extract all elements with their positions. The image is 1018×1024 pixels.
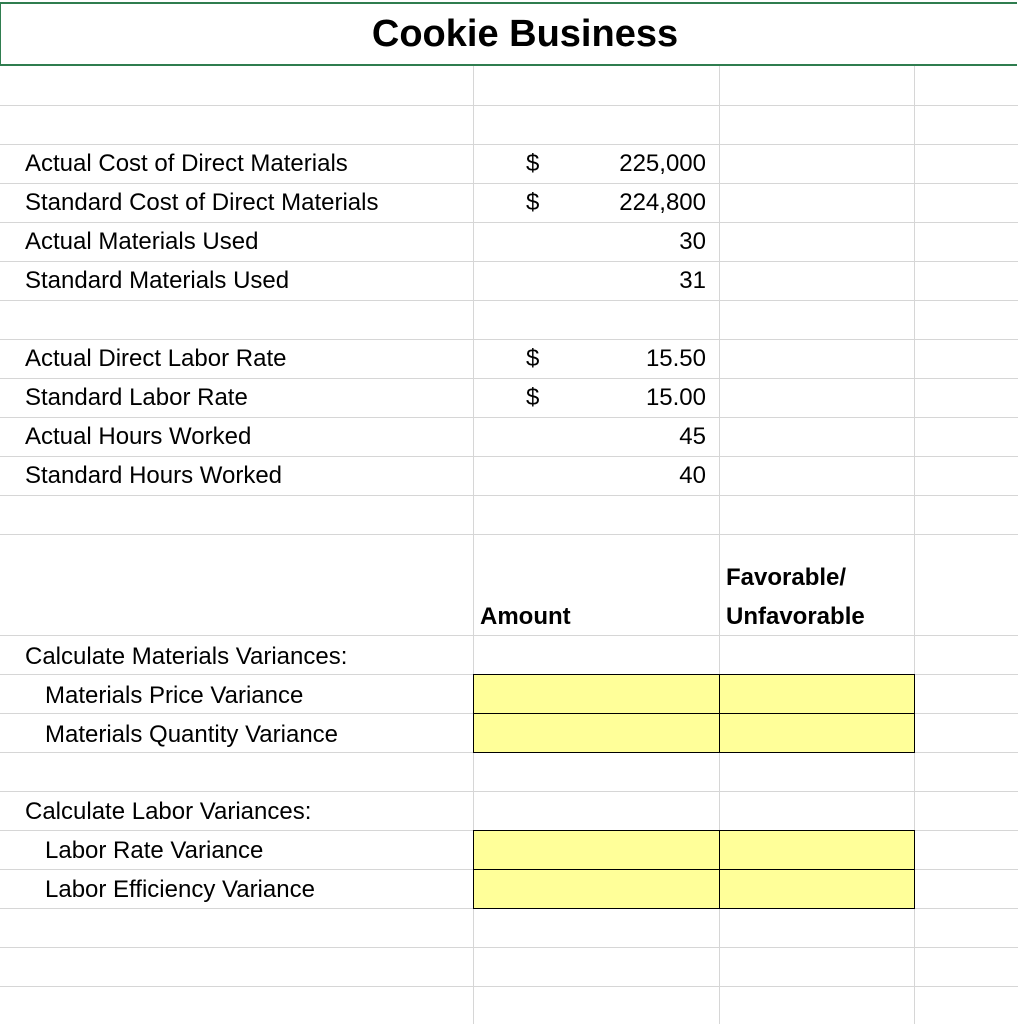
amount-input-cell[interactable]	[473, 674, 720, 714]
favorable-header-line1: Favorable/	[726, 564, 847, 591]
value-cell[interactable]: 40	[679, 462, 706, 489]
favorable-input-cell[interactable]	[719, 869, 915, 909]
value-cell[interactable]: 31	[679, 267, 706, 294]
row-label[interactable]: Standard Materials Used	[25, 267, 290, 294]
variance-label[interactable]: Labor Rate Variance	[45, 837, 264, 864]
value-cell[interactable]: 15.50	[645, 345, 706, 372]
amount-input-cell[interactable]	[473, 713, 720, 753]
currency-symbol: $	[526, 189, 540, 216]
row-label[interactable]: Standard Labor Rate	[25, 384, 248, 411]
value-cell[interactable]: 30	[679, 228, 706, 255]
currency-symbol: $	[526, 150, 540, 177]
value-cell[interactable]: 15.00	[645, 384, 706, 411]
row-label[interactable]: Actual Direct Labor Rate	[25, 345, 287, 372]
sheet-title: Cookie Business	[371, 13, 679, 55]
row-label[interactable]: Actual Materials Used	[25, 228, 259, 255]
currency-symbol: $	[526, 384, 540, 411]
variance-label[interactable]: Materials Quantity Variance	[45, 721, 339, 748]
row-label[interactable]: Standard Hours Worked	[25, 462, 283, 489]
value-cell[interactable]: 224,800	[619, 189, 706, 216]
currency-symbol: $	[526, 345, 540, 372]
labor-variances-heading[interactable]: Calculate Labor Variances:	[25, 798, 312, 825]
favorable-input-cell[interactable]	[719, 830, 915, 870]
amount-input-cell[interactable]	[473, 830, 720, 870]
favorable-input-cell[interactable]	[719, 674, 915, 714]
favorable-input-cell[interactable]	[719, 713, 915, 753]
row-label[interactable]: Actual Cost of Direct Materials	[25, 150, 348, 177]
variance-label[interactable]: Materials Price Variance	[45, 682, 304, 709]
row-label[interactable]: Actual Hours Worked	[25, 423, 252, 450]
variance-label[interactable]: Labor Efficiency Variance	[45, 876, 315, 903]
row-label[interactable]: Standard Cost of Direct Materials	[25, 189, 379, 216]
value-cell[interactable]: 225,000	[619, 150, 706, 177]
amount-input-cell[interactable]	[473, 869, 720, 909]
value-cell[interactable]: 45	[679, 423, 706, 450]
amount-header: Amount	[480, 603, 571, 630]
materials-variances-heading[interactable]: Calculate Materials Variances:	[25, 643, 348, 670]
favorable-header-line2: Unfavorable	[726, 603, 865, 630]
